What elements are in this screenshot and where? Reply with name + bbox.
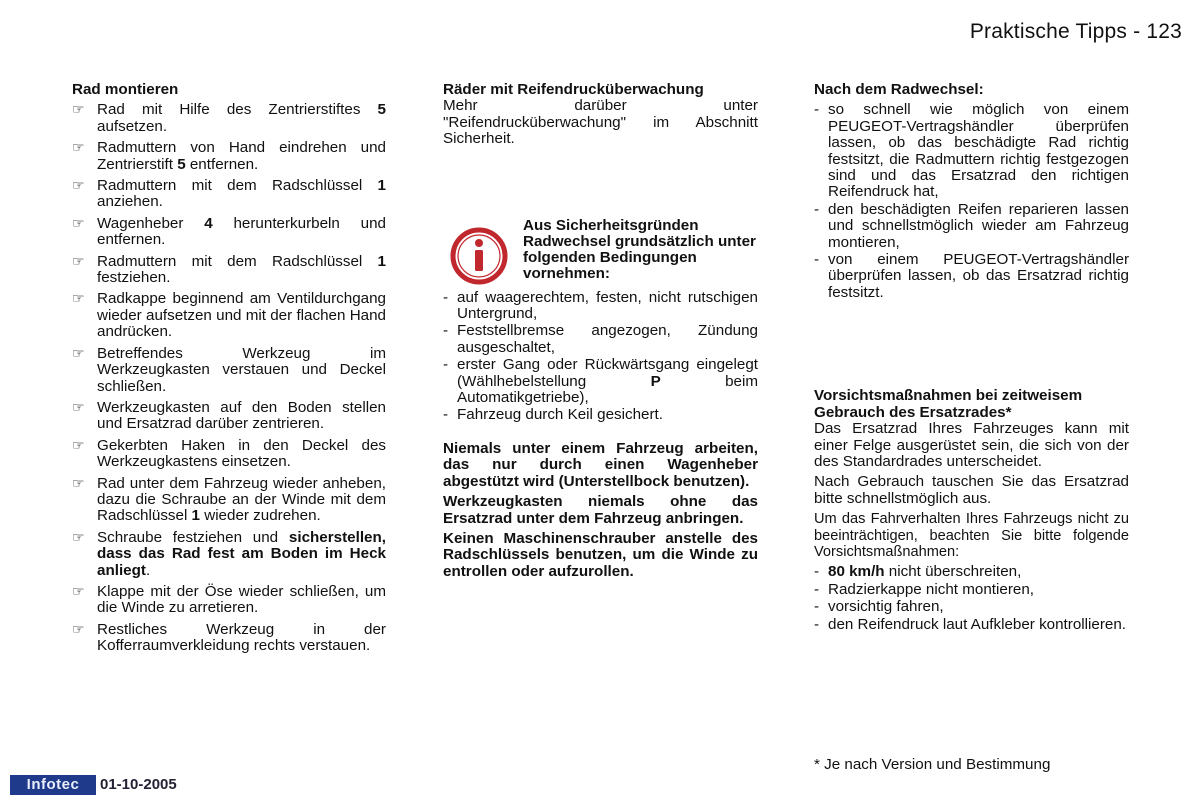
text-segment: von einem PEUGEOT-Vertragshändler überprüfen lassen, ob das Ersatzrad richtig festsitzt. xyxy=(828,251,1129,301)
list-item-text xyxy=(97,399,386,432)
safety-condition xyxy=(443,290,758,323)
mount-step xyxy=(72,178,386,211)
text-segment: P xyxy=(650,372,661,390)
mount-step xyxy=(72,291,386,340)
text-segment: Rad unter dem Fahrzeug wieder anheben, dazu die Schraube an der Winde mit dem Radschlüssel xyxy=(97,474,386,525)
list-item-text xyxy=(97,437,386,470)
text-segment: 1 xyxy=(191,507,200,525)
text-segment: Radzierkappe nicht montieren, xyxy=(828,580,1034,598)
text-segment: 5 xyxy=(177,155,186,173)
safety-condition xyxy=(443,357,758,406)
text-segment: Radmuttern mit dem Radschlüssel xyxy=(97,177,378,195)
text-segment: . xyxy=(145,561,151,579)
list-item-text xyxy=(828,563,1021,580)
safety-condition xyxy=(443,407,758,423)
precaution-item xyxy=(814,617,1129,633)
list-item-text xyxy=(97,177,386,210)
text-segment: 80 km/h xyxy=(828,563,885,581)
text-segment: 5 xyxy=(377,101,386,119)
list-item-text xyxy=(828,598,944,615)
list-item-text xyxy=(97,215,386,248)
pointing-hand-icon: ☞ xyxy=(72,177,85,194)
safety-conditions-list xyxy=(443,290,758,424)
text-segment: Restliches Werkzeug in der Kofferraumverkleidung rechts verstauen. xyxy=(97,620,386,655)
text-segment: Radmuttern mit dem Radschlüssel xyxy=(97,252,378,270)
mount-step xyxy=(72,530,386,579)
footnote: * Je nach Version und Bestimmung xyxy=(814,756,1051,773)
precautions-paragraph-2: Nach Gebrauch tauschen Sie das Ersatzrad bitte schnellstmöglich aus. xyxy=(814,473,1129,507)
text-segment: Gekerbten Haken in den Deckel des Werkzeugkastens einsetzen. xyxy=(97,436,386,471)
tire-pressure-intro: Mehr darüber unter "Reifendrucküberwachung" im Abschnitt Sicherheit. xyxy=(443,97,758,148)
infotec-logo: Infotec xyxy=(10,775,96,795)
text-segment: sicherstellen, dass das Rad fest am Boden im Heck anliegt xyxy=(97,528,386,579)
list-item-text xyxy=(97,345,386,395)
precautions-paragraph-1: Das Ersatzrad Ihres Fahrzeuges kann mit einer Felge ausgerüstet sein, die sich von der des Standardrades unterscheidet. xyxy=(814,420,1129,470)
text-segment: den Reifendruck laut Aufkleber kontrollieren. xyxy=(828,615,1127,633)
after-change-item xyxy=(814,102,1129,200)
text-segment: entfernen. xyxy=(185,155,259,173)
pointing-hand-icon: ☞ xyxy=(72,214,85,231)
dash-bullet: - xyxy=(814,563,820,581)
dash-bullet: - xyxy=(814,598,820,616)
list-item-text xyxy=(457,356,758,406)
list-item-text xyxy=(828,201,1129,251)
mount-step xyxy=(72,438,386,471)
mount-step xyxy=(72,102,386,135)
mount-step xyxy=(72,476,386,525)
mount-step xyxy=(72,400,386,433)
text-segment: Radmuttern von Hand eindrehen und Zentrierstift xyxy=(97,139,386,173)
section-heading-after-change: Nach dem Radwechsel: xyxy=(814,81,984,98)
safety-warning-box xyxy=(443,218,758,286)
list-item-text xyxy=(457,322,758,355)
column-after-change xyxy=(814,82,1129,634)
mount-step xyxy=(72,346,386,395)
precaution-item xyxy=(814,564,1129,580)
section-heading-precautions: Vorsichtsmaßnahmen bei zeitweisem Gebrauch des Ersatzrades* xyxy=(814,387,1083,421)
precautions-paragraph-3: Um das Fahrverhalten Ihres Fahrzeugs nicht zu beeinträchtigen, beachten Sie bitte folgende Vorsichtsmaßnahmen: xyxy=(814,511,1129,560)
pointing-hand-icon: ☞ xyxy=(72,139,85,156)
warning-jack: Niemals unter einem Fahrzeug arbeiten, das nur durch einen Wagenheber abgestützt wird (Unterstellbock benutzen). xyxy=(443,439,758,490)
list-item-text xyxy=(828,251,1129,301)
text-segment: so schnell wie möglich von einem PEUGEOT-Vertragshändler überprüfen lassen, ob das beschädigte Rad richtig festsitzt, die Radmuttern richtig festgezogen sind und das Ersatzrad den richtigen Reifendruck hat, xyxy=(828,101,1129,201)
text-segment: Schraube festziehen und xyxy=(97,528,289,546)
text-segment: Betreffendes Werkzeug im Werkzeugkasten verstauen und Deckel schließen. xyxy=(97,344,386,395)
warning-toolbox: Werkzeugkasten niemals ohne das Ersatzrad unter dem Fahrzeug anbringen. xyxy=(443,493,758,527)
list-item-text xyxy=(97,529,386,579)
list-item-text xyxy=(457,289,758,322)
mount-step xyxy=(72,140,386,173)
column-mount-wheel xyxy=(72,82,386,660)
dash-bullet: - xyxy=(814,615,820,633)
list-item-text xyxy=(97,475,386,525)
list-item-text xyxy=(97,101,386,134)
list-item-text xyxy=(828,581,1034,598)
mount-steps-list xyxy=(72,102,386,654)
text-segment: 1 xyxy=(377,252,386,270)
pointing-hand-icon: ☞ xyxy=(72,436,85,453)
text-segment: nicht überschreiten, xyxy=(884,563,1022,581)
text-segment: Feststellbremse angezogen, Zündung ausgeschaltet, xyxy=(457,322,758,356)
list-item-text xyxy=(97,583,386,616)
precaution-item xyxy=(814,582,1129,598)
pointing-hand-icon: ☞ xyxy=(72,620,85,637)
text-segment: den beschädigten Reifen reparieren lassen und schnellstmöglich wieder am Fahrzeug montieren, xyxy=(828,200,1129,251)
dash-bullet: - xyxy=(814,580,820,598)
text-segment: erster Gang oder Rückwärtsgang eingelegt (Wählhebelstellung xyxy=(457,356,758,390)
text-segment: beim Automatikgetriebe), xyxy=(457,372,759,407)
text-segment: Wagenheber xyxy=(97,214,205,232)
info-circle-icon xyxy=(449,226,509,286)
text-segment: 4 xyxy=(204,214,213,232)
pointing-hand-icon: ☞ xyxy=(72,474,85,491)
list-item-text xyxy=(828,616,1126,633)
text-segment: anziehen. xyxy=(97,193,163,211)
dash-bullet: - xyxy=(443,356,449,374)
pointing-hand-icon: ☞ xyxy=(72,252,85,269)
section-heading-tire-pressure: Räder mit Reifendrucküberwachung xyxy=(443,81,704,98)
pointing-hand-icon: ☞ xyxy=(72,398,85,415)
after-change-item xyxy=(814,202,1129,251)
warning-power-tool: Keinen Maschinenschrauber anstelle des Radschlüssels benutzen, um die Winde zu entrollen oder aufzurollen. xyxy=(443,529,758,580)
text-segment: Rad mit Hilfe des Zentrierstiftes xyxy=(97,101,378,119)
text-segment: Radkappe beginnend am Ventildurchgang wieder aufsetzen und mit der flachen Hand andrücken. xyxy=(97,290,386,341)
footer-date: 01-10-2005 xyxy=(100,776,177,793)
list-item-text xyxy=(97,253,386,286)
text-segment: festziehen. xyxy=(97,269,171,287)
text-segment: herunterkurbeln und entfernen. xyxy=(97,214,386,249)
text-segment: wieder zudrehen. xyxy=(200,507,321,525)
dash-bullet: - xyxy=(443,322,449,340)
page-title: Praktische Tipps - 123 xyxy=(969,20,1182,43)
dash-bullet: - xyxy=(814,200,820,218)
list-item-text xyxy=(828,101,1129,200)
text-segment: Fahrzeug durch Keil gesichert. xyxy=(457,406,663,424)
dash-bullet: - xyxy=(814,251,820,269)
after-change-item xyxy=(814,252,1129,301)
mount-step xyxy=(72,216,386,249)
dash-bullet: - xyxy=(443,406,449,424)
mount-step xyxy=(72,584,386,617)
text-segment: vorsichtig fahren, xyxy=(828,598,944,616)
dash-bullet: - xyxy=(814,101,820,119)
precaution-item xyxy=(814,599,1129,615)
pointing-hand-icon: ☞ xyxy=(72,101,85,118)
list-item-text xyxy=(97,139,386,172)
safety-warning-title: Aus Sicherheitsgründen Radwechsel grundsätzlich unter folgenden Bedingungen vornehmen: xyxy=(523,216,756,283)
list-item-text xyxy=(97,621,386,654)
text-segment: auf waagerechtem, festen, nicht rutschigen Untergrund, xyxy=(457,288,758,323)
safety-condition xyxy=(443,323,758,356)
pointing-hand-icon: ☞ xyxy=(72,290,85,307)
text-segment: Klappe mit der Öse wieder schließen, um die Winde zu arretieren. xyxy=(97,582,386,617)
text-segment: 1 xyxy=(377,177,386,195)
list-item-text xyxy=(97,290,386,340)
text-segment: aufsetzen. xyxy=(97,117,168,135)
column-tire-pressure xyxy=(443,82,758,584)
dash-bullet: - xyxy=(443,288,449,306)
precautions-list xyxy=(814,564,1129,633)
list-item-text xyxy=(457,406,663,423)
pointing-hand-icon: ☞ xyxy=(72,528,85,545)
text-segment: Werkzeugkasten auf den Boden stellen und Ersatzrad darüber zentrieren. xyxy=(97,398,386,433)
pointing-hand-icon: ☞ xyxy=(72,344,85,361)
mount-step xyxy=(72,622,386,655)
section-heading-mount-wheel: Rad montieren xyxy=(72,81,179,98)
mount-step xyxy=(72,254,386,287)
after-change-list xyxy=(814,102,1129,301)
pointing-hand-icon: ☞ xyxy=(72,582,85,599)
